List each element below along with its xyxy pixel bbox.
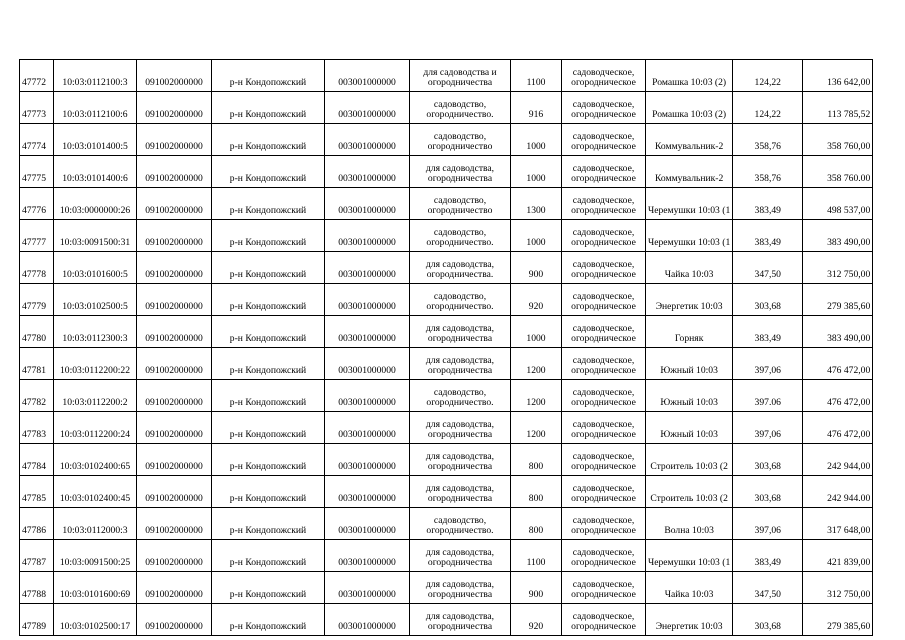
row-id-cell: 47775 — [20, 156, 54, 188]
location-cell: Черемушки 10:03 (1 — [646, 220, 733, 252]
cadastral-value-cell: 279 385,60 — [803, 284, 873, 316]
land-category-line: огородническое — [571, 173, 636, 184]
okato-code-cell: 091002000000 — [137, 124, 212, 156]
permitted-use-line: огородничества — [427, 429, 493, 440]
permitted-use-cell — [410, 316, 511, 348]
category-code-cell: 003001000000 — [325, 540, 410, 572]
district-cell: р-н Кондопожский — [212, 60, 325, 92]
area-cell: 800 — [511, 444, 562, 476]
permitted-use-line: огородничество. — [426, 301, 494, 312]
rate-cell: 124,22 — [733, 92, 803, 124]
location-cell: Черемушки 10:03 (1 — [646, 188, 733, 220]
location-cell: Черемушки 10:03 (1 — [646, 540, 733, 572]
permitted-use-line: огородничества — [427, 173, 493, 184]
row-id-cell: 47780 — [20, 316, 54, 348]
permitted-use-line: огородничество. — [426, 109, 494, 120]
area-cell: 1100 — [511, 540, 562, 572]
land-category-cell — [562, 188, 646, 220]
permitted-use-cell — [410, 188, 511, 220]
land-category-cell — [562, 316, 646, 348]
row-id-cell: 47774 — [20, 124, 54, 156]
okato-code-cell: 091002000000 — [137, 508, 212, 540]
row-id-cell: 47778 — [20, 252, 54, 284]
permitted-use-line: для садоводства, — [425, 323, 495, 334]
table-row — [20, 444, 873, 476]
rate-cell: 383,49 — [733, 188, 803, 220]
land-category-line: огородническое — [571, 429, 636, 440]
permitted-use-cell — [410, 444, 511, 476]
land-category-line: огородническое — [571, 301, 636, 312]
district-cell: р-н Кондопожский — [212, 252, 325, 284]
location-cell: Чайка 10:03 — [646, 572, 733, 604]
permitted-use-cell — [410, 476, 511, 508]
row-id-cell: 47787 — [20, 540, 54, 572]
permitted-use-line: для садоводства, — [425, 611, 495, 622]
location-cell: Коммувальник-2 — [646, 156, 733, 188]
row-id-cell: 47779 — [20, 284, 54, 316]
location-cell: Чайка 10:03 — [646, 252, 733, 284]
land-category-line: огородническое — [571, 237, 636, 248]
table-row — [20, 284, 873, 316]
okato-code-cell: 091002000000 — [137, 348, 212, 380]
row-id-cell: 47788 — [20, 572, 54, 604]
cadastral-value-cell: 476 472,00 — [803, 380, 873, 412]
table-row — [20, 508, 873, 540]
permitted-use-line: огородничество — [427, 205, 493, 216]
permitted-use-line: для садоводства и — [423, 67, 497, 78]
permitted-use-cell — [410, 284, 511, 316]
area-cell: 1200 — [511, 380, 562, 412]
area-cell: 920 — [511, 284, 562, 316]
cadastral-number-cell: 10:03:0102500:5 — [54, 284, 137, 316]
cadastral-value-cell: 242 944.00 — [803, 476, 873, 508]
okato-code-cell: 091002000000 — [137, 316, 212, 348]
land-category-cell — [562, 540, 646, 572]
cadastral-value-cell: 358 760.00 — [803, 156, 873, 188]
permitted-use-line: садоводство, — [433, 291, 487, 302]
category-code-cell: 003001000000 — [325, 444, 410, 476]
permitted-use-cell — [410, 540, 511, 572]
area-cell: 1000 — [511, 156, 562, 188]
okato-code-cell: 091002000000 — [137, 252, 212, 284]
rate-cell: 383,49 — [733, 220, 803, 252]
row-id-cell: 47785 — [20, 476, 54, 508]
category-code-cell: 003001000000 — [325, 60, 410, 92]
area-cell: 800 — [511, 476, 562, 508]
category-code-cell: 003001000000 — [325, 316, 410, 348]
category-code-cell: 003001000000 — [325, 604, 410, 636]
cadastral-number-cell: 10:03:0091500:31 — [54, 220, 137, 252]
category-code-cell: 003001000000 — [325, 348, 410, 380]
district-cell: р-н Кондопожский — [212, 412, 325, 444]
rate-cell: 397,06 — [733, 348, 803, 380]
cadastral-value-cell: 476 472,00 — [803, 412, 873, 444]
rate-cell: 124,22 — [733, 60, 803, 92]
permitted-use-cell — [410, 412, 511, 444]
cadastral-number-cell: 10:03:0102400:65 — [54, 444, 137, 476]
cadastral-value-cell: 476 472,00 — [803, 348, 873, 380]
table-row — [20, 540, 873, 572]
rate-cell: 358,76 — [733, 124, 803, 156]
permitted-use-line: огородничества — [427, 461, 493, 472]
category-code-cell: 003001000000 — [325, 476, 410, 508]
table-row — [20, 124, 873, 156]
category-code-cell: 003001000000 — [325, 572, 410, 604]
land-category-line: огородническое — [571, 333, 636, 344]
row-id-cell: 47782 — [20, 380, 54, 412]
district-cell: р-н Кондопожский — [212, 476, 325, 508]
land-category-line: садоводческое, — [572, 419, 635, 430]
area-cell: 900 — [511, 252, 562, 284]
row-id-cell: 47783 — [20, 412, 54, 444]
cadastral-value-cell: 242 944,00 — [803, 444, 873, 476]
location-cell: Энергетик 10:03 — [646, 604, 733, 636]
cadastral-number-cell: 10:03:0112000:3 — [54, 508, 137, 540]
okato-code-cell: 091002000000 — [137, 540, 212, 572]
permitted-use-line: для садоводства, — [425, 451, 495, 462]
land-category-line: садоводческое, — [572, 259, 635, 270]
permitted-use-line: огородничества. — [426, 269, 494, 280]
cadastral-number-cell: 10:03:0112300:3 — [54, 316, 137, 348]
cadastral-value-cell: 136 642,00 — [803, 60, 873, 92]
row-id-cell: 47772 — [20, 60, 54, 92]
table-body — [20, 60, 873, 636]
cadastral-value-cell: 113 785,52 — [803, 92, 873, 124]
land-category-cell — [562, 220, 646, 252]
permitted-use-line: для садоводства, — [425, 355, 495, 366]
land-category-line: огородническое — [571, 141, 636, 152]
rate-cell: 397.06 — [733, 380, 803, 412]
location-cell: Ромашка 10:03 (2) — [646, 92, 733, 124]
permitted-use-cell — [410, 252, 511, 284]
location-cell: Южный 10:03 — [646, 380, 733, 412]
land-category-line: садоводческое, — [572, 579, 635, 590]
area-cell: 1300 — [511, 188, 562, 220]
district-cell: р-н Кондопожский — [212, 188, 325, 220]
area-cell: 916 — [511, 92, 562, 124]
district-cell: р-н Кондопожский — [212, 540, 325, 572]
cadastral-value-cell: 383 490,00 — [803, 316, 873, 348]
cadastral-number-cell: 10:03:0091500:25 — [54, 540, 137, 572]
table-row — [20, 60, 873, 92]
permitted-use-line: огородничества — [427, 557, 493, 568]
land-category-line: садоводческое, — [572, 99, 635, 110]
cadastral-number-cell: 10:03:0101400:5 — [54, 124, 137, 156]
district-cell: р-н Кондопожский — [212, 316, 325, 348]
land-category-line: огородническое — [571, 461, 636, 472]
area-cell: 1200 — [511, 348, 562, 380]
land-category-line: садоводческое, — [572, 355, 635, 366]
cadastral-number-cell: 10:03:0112200:24 — [54, 412, 137, 444]
cadastral-number-cell: 10:03:0101600:69 — [54, 572, 137, 604]
rate-cell: 303,68 — [733, 476, 803, 508]
cadastral-value-cell: 383 490,00 — [803, 220, 873, 252]
land-category-line: огородническое — [571, 365, 636, 376]
okato-code-cell: 091002000000 — [137, 444, 212, 476]
category-code-cell: 003001000000 — [325, 412, 410, 444]
district-cell: р-н Кондопожский — [212, 284, 325, 316]
table-row — [20, 92, 873, 124]
location-cell: Ромашка 10:03 (2) — [646, 60, 733, 92]
category-code-cell: 003001000000 — [325, 156, 410, 188]
category-code-cell: 003001000000 — [325, 380, 410, 412]
land-category-line: садоводческое, — [572, 515, 635, 526]
permitted-use-line: огородничество. — [426, 397, 494, 408]
permitted-use-line: для садоводства, — [425, 163, 495, 174]
permitted-use-line: огородничества — [427, 365, 493, 376]
area-cell: 800 — [511, 508, 562, 540]
permitted-use-line: садоводство, — [433, 515, 487, 526]
land-category-cell — [562, 444, 646, 476]
district-cell: р-н Кондопожский — [212, 380, 325, 412]
area-cell: 1000 — [511, 124, 562, 156]
okato-code-cell: 091002000000 — [137, 60, 212, 92]
land-category-line: огородническое — [571, 589, 636, 600]
table-row — [20, 412, 873, 444]
permitted-use-line: садоводство, — [433, 227, 487, 238]
area-cell: 1100 — [511, 60, 562, 92]
district-cell: р-н Кондопожский — [212, 444, 325, 476]
permitted-use-cell — [410, 156, 511, 188]
area-cell: 1000 — [511, 316, 562, 348]
row-id-cell: 47776 — [20, 188, 54, 220]
land-category-line: садоводческое, — [572, 547, 635, 558]
okato-code-cell: 091002000000 — [137, 412, 212, 444]
location-cell: Коммувальник-2 — [646, 124, 733, 156]
permitted-use-line: для садоводства, — [425, 579, 495, 590]
category-code-cell: 003001000000 — [325, 124, 410, 156]
land-category-line: огородническое — [571, 205, 636, 216]
rate-cell: 303,68 — [733, 604, 803, 636]
permitted-use-line: для садоводства, — [425, 483, 495, 494]
land-category-cell — [562, 476, 646, 508]
rate-cell: 303,68 — [733, 444, 803, 476]
permitted-use-line: огородничества — [427, 589, 493, 600]
table-row — [20, 252, 873, 284]
cadastral-value-cell: 279 385,60 — [803, 604, 873, 636]
permitted-use-cell — [410, 380, 511, 412]
land-category-line: садоводческое, — [572, 483, 635, 494]
table-row — [20, 348, 873, 380]
district-cell: р-н Кондопожский — [212, 572, 325, 604]
land-plot-table — [19, 59, 873, 636]
land-category-line: садоводческое, — [572, 451, 635, 462]
row-id-cell: 47781 — [20, 348, 54, 380]
permitted-use-line: огородничества — [427, 77, 493, 88]
cadastral-value-cell: 312 750,00 — [803, 572, 873, 604]
district-cell: р-н Кондопожский — [212, 508, 325, 540]
land-category-cell — [562, 124, 646, 156]
permitted-use-cell — [410, 124, 511, 156]
permitted-use-line: огородничество — [427, 141, 493, 152]
table-row — [20, 604, 873, 636]
land-category-line: садоводческое, — [572, 611, 635, 622]
cadastral-number-cell: 10:03:0102500:17 — [54, 604, 137, 636]
row-id-cell: 47777 — [20, 220, 54, 252]
cadastral-value-cell: 358 760,00 — [803, 124, 873, 156]
table-row — [20, 188, 873, 220]
land-category-cell — [562, 156, 646, 188]
rate-cell: 347,50 — [733, 252, 803, 284]
permitted-use-line: огородничества — [427, 333, 493, 344]
land-category-line: огородническое — [571, 525, 636, 536]
district-cell: р-н Кондопожский — [212, 348, 325, 380]
location-cell: Энергетик 10:03 — [646, 284, 733, 316]
land-category-cell — [562, 60, 646, 92]
location-cell: Горняк — [646, 316, 733, 348]
area-cell: 1200 — [511, 412, 562, 444]
permitted-use-line: для садоводства, — [425, 419, 495, 430]
land-category-cell — [562, 92, 646, 124]
category-code-cell: 003001000000 — [325, 252, 410, 284]
permitted-use-line: огородничество. — [426, 525, 494, 536]
permitted-use-line: огородничество. — [426, 237, 494, 248]
land-category-line: садоводческое, — [572, 291, 635, 302]
permitted-use-cell — [410, 508, 511, 540]
district-cell: р-н Кондопожский — [212, 124, 325, 156]
rate-cell: 397,06 — [733, 508, 803, 540]
permitted-use-line: садоводство, — [433, 99, 487, 110]
row-id-cell: 47786 — [20, 508, 54, 540]
land-category-line: огородническое — [571, 77, 636, 88]
district-cell: р-н Кондопожский — [212, 604, 325, 636]
land-category-cell — [562, 508, 646, 540]
permitted-use-line: садоводство, — [433, 131, 487, 142]
table-row — [20, 380, 873, 412]
location-cell: Южный 10:03 — [646, 412, 733, 444]
area-cell: 900 — [511, 572, 562, 604]
district-cell: р-н Кондопожский — [212, 156, 325, 188]
land-category-line: огородническое — [571, 269, 636, 280]
rate-cell: 303,68 — [733, 284, 803, 316]
cadastral-number-cell: 10:03:0102400:45 — [54, 476, 137, 508]
cadastral-value-cell: 317 648,00 — [803, 508, 873, 540]
land-category-cell — [562, 572, 646, 604]
permitted-use-line: для садоводства, — [425, 259, 495, 270]
land-category-cell — [562, 348, 646, 380]
cadastral-number-cell: 10:03:0112100:3 — [54, 60, 137, 92]
cadastral-number-cell: 10:03:0112100:6 — [54, 92, 137, 124]
okato-code-cell: 091002000000 — [137, 380, 212, 412]
land-category-line: садоводческое, — [572, 323, 635, 334]
location-cell: Строитель 10:03 (2 — [646, 444, 733, 476]
category-code-cell: 003001000000 — [325, 92, 410, 124]
land-category-line: огородническое — [571, 109, 636, 120]
permitted-use-cell — [410, 92, 511, 124]
permitted-use-cell — [410, 60, 511, 92]
okato-code-cell: 091002000000 — [137, 476, 212, 508]
rate-cell: 383,49 — [733, 540, 803, 572]
permitted-use-cell — [410, 348, 511, 380]
permitted-use-cell — [410, 220, 511, 252]
land-category-cell — [562, 252, 646, 284]
land-category-cell — [562, 284, 646, 316]
rate-cell: 397,06 — [733, 412, 803, 444]
area-cell: 1000 — [511, 220, 562, 252]
land-category-line: садоводческое, — [572, 227, 635, 238]
okato-code-cell: 091002000000 — [137, 604, 212, 636]
okato-code-cell: 091002000000 — [137, 220, 212, 252]
okato-code-cell: 091002000000 — [137, 572, 212, 604]
category-code-cell: 003001000000 — [325, 188, 410, 220]
land-category-cell — [562, 412, 646, 444]
okato-code-cell: 091002000000 — [137, 284, 212, 316]
cadastral-number-cell: 10:03:0101600:5 — [54, 252, 137, 284]
okato-code-cell: 091002000000 — [137, 188, 212, 220]
permitted-use-line: огородничества — [427, 621, 493, 632]
cadastral-number-cell: 10:03:0101400:6 — [54, 156, 137, 188]
land-category-line: садоводческое, — [572, 387, 635, 398]
district-cell: р-н Кондопожский — [212, 220, 325, 252]
row-id-cell: 47784 — [20, 444, 54, 476]
permitted-use-line: огородничества — [427, 493, 493, 504]
category-code-cell: 003001000000 — [325, 220, 410, 252]
table-row — [20, 476, 873, 508]
cadastral-value-cell: 312 750,00 — [803, 252, 873, 284]
location-cell: Южный 10:03 — [646, 348, 733, 380]
table-row — [20, 220, 873, 252]
cadastral-value-cell: 421 839,00 — [803, 540, 873, 572]
land-category-cell — [562, 604, 646, 636]
cadastral-number-cell: 10:03:0000000:26 — [54, 188, 137, 220]
land-category-line: садоводческое, — [572, 195, 635, 206]
permitted-use-line: садоводство, — [433, 387, 487, 398]
cadastral-value-cell: 498 537,00 — [803, 188, 873, 220]
category-code-cell: 003001000000 — [325, 284, 410, 316]
district-cell: р-н Кондопожский — [212, 92, 325, 124]
okato-code-cell: 091002000000 — [137, 92, 212, 124]
permitted-use-line: для садоводства, — [425, 547, 495, 558]
land-category-line: огородническое — [571, 557, 636, 568]
rate-cell: 347,50 — [733, 572, 803, 604]
table-row — [20, 316, 873, 348]
land-category-line: огородническое — [571, 493, 636, 504]
cadastral-number-cell: 10:03:0112200:2 — [54, 380, 137, 412]
table-row — [20, 572, 873, 604]
land-category-line: садоводческое, — [572, 131, 635, 142]
row-id-cell: 47773 — [20, 92, 54, 124]
table-row — [20, 156, 873, 188]
permitted-use-cell — [410, 604, 511, 636]
area-cell: 920 — [511, 604, 562, 636]
row-id-cell: 47789 — [20, 604, 54, 636]
rate-cell: 358,76 — [733, 156, 803, 188]
rate-cell: 383,49 — [733, 316, 803, 348]
land-category-line: садоводческое, — [572, 67, 635, 78]
location-cell: Строитель 10:03 (2 — [646, 476, 733, 508]
okato-code-cell: 091002000000 — [137, 156, 212, 188]
land-category-line: огородническое — [571, 397, 636, 408]
cadastral-number-cell: 10:03:0112200:22 — [54, 348, 137, 380]
land-category-line: садоводческое, — [572, 163, 635, 174]
permitted-use-cell — [410, 572, 511, 604]
land-category-cell — [562, 380, 646, 412]
permitted-use-line: садоводство, — [433, 195, 487, 206]
land-category-line: огородническое — [571, 621, 636, 632]
location-cell: Волна 10:03 — [646, 508, 733, 540]
category-code-cell: 003001000000 — [325, 508, 410, 540]
